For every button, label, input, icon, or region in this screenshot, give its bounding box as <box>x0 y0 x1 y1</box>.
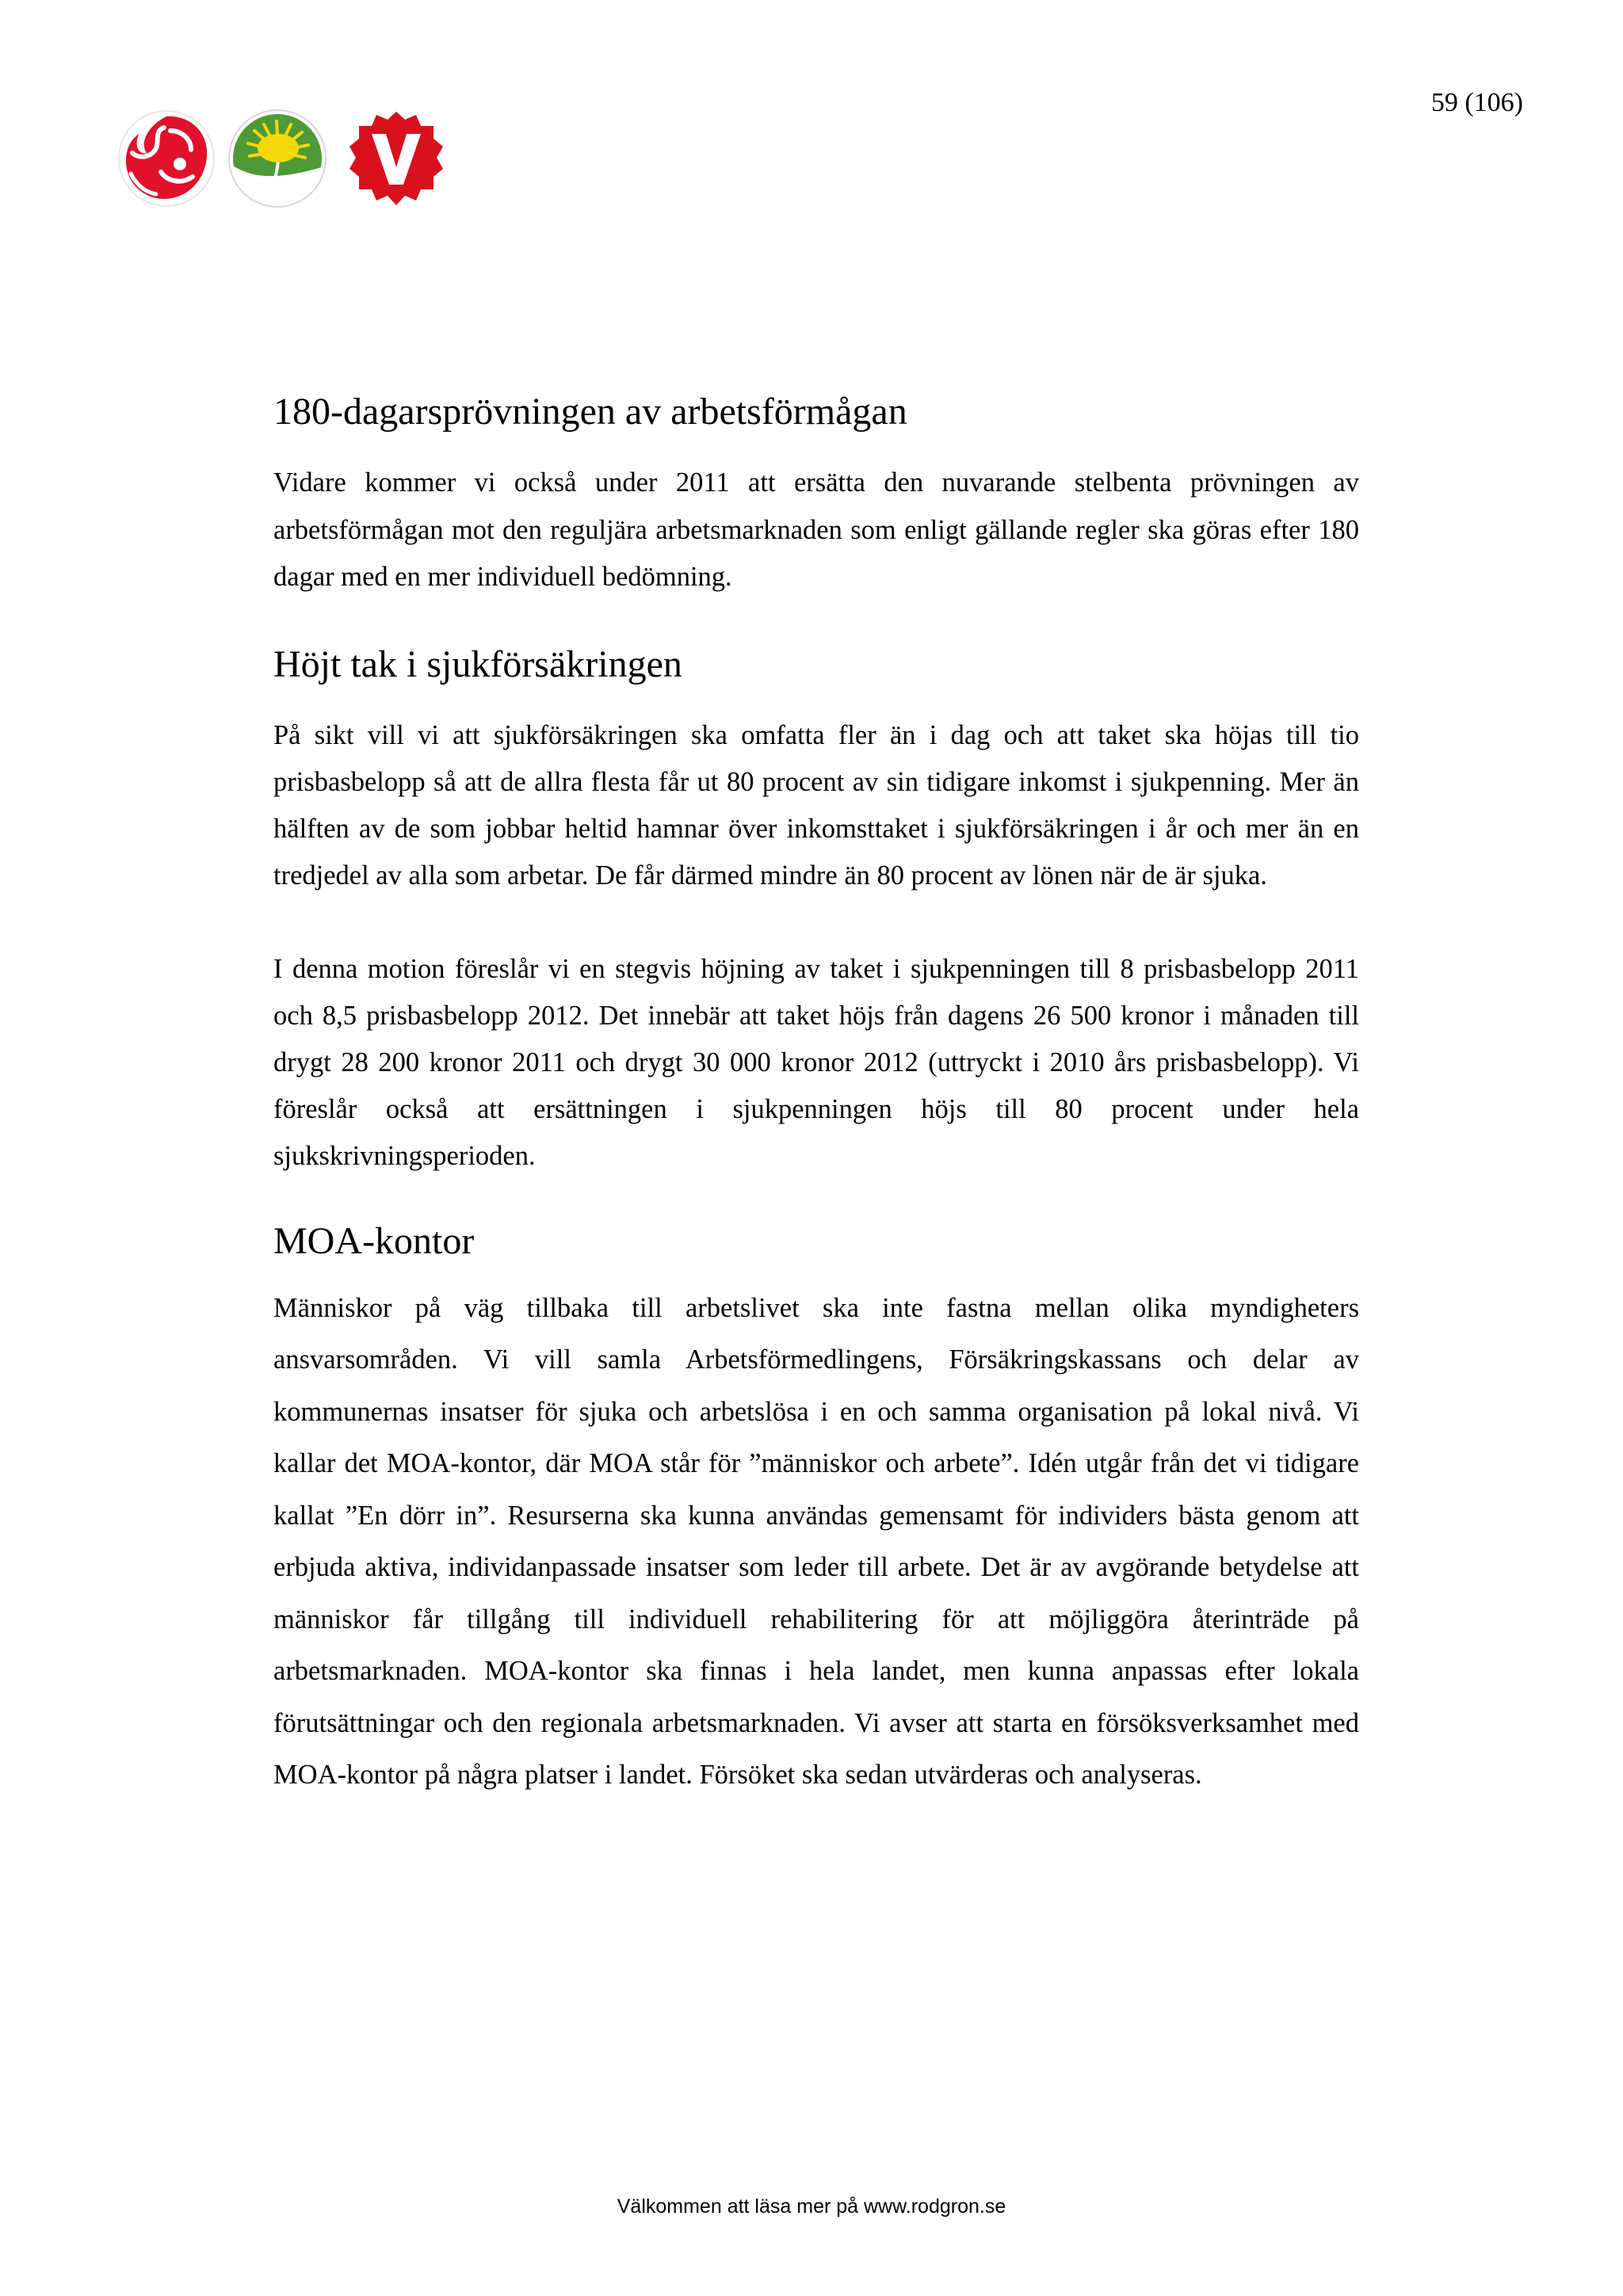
section-heading: Höjt tak i sjukförsäkringen <box>273 643 682 685</box>
carnation-logo-icon <box>345 107 448 210</box>
section-moa-kontor <box>273 1218 1359 1802</box>
paragraph: På sikt vill vi att sjukförsäkringen ska omfatta fler än i dag och att taket ska höjas till tio prisbasbelopp så att de allra flesta får ut 80 procent av sin tidigare inkomst i sjukpenning. Mer än hälften av de som jobbar heltid hamnar över inkomsttaket i sjukförsäkringen i år och mer än en tredjedel av alla som arbetar. De får därmed mindre än 80 procent av lönen när de är sjuka. <box>273 719 1359 891</box>
section-180-dagarsprovning <box>273 388 1359 601</box>
paragraph: I denna motion föreslår vi en stegvis höjning av taket i sjukpenningen till 8 prisbasbelopp 2011 och 8,5 prisbasbelopp 2012. Det innebär att taket höjs från dagens 26 500 kronor i månaden till drygt 28 200 kronor 2011 och drygt 30 000 kronor 2012 (uttryckt i 2010 års prisbasbelopp). Vi föreslår också att ersättningen i sjukpenningen höjs till 80 procent under hela sjukskrivningsperioden. <box>273 953 1359 1171</box>
paragraph: Människor på väg tillbaka till arbetslivet ska inte fastna mellan olika myndigheters ansvarsområden. Vi vill samla Arbetsförmedlingens, Försäkringskassans och delar av kommunernas insatser för sjuka och arbetslösa i en och samma organisation på lokal nivå. Vi kallar det MOA-kontor, där MOA står för ”människor och arbete”. Idén utgår från det vi tidigare kallat ”En dörr in”. Resurserna ska kunna användas gemensamt för individers bästa genom att erbjuda aktiva, individanpassade insatser som leder till arbete. Det är av avgörande betydelse att människor får tillgång till individuell rehabilitering för att möjliggöra återinträde på arbetsmarknaden. MOA-kontor ska finnas i hela landet, men kunna anpassas efter lokala förutsättningar och den regionala arbetsmarknaden. Vi avser att starta en försöksverksamhet med MOA-kontor på några platser i landet. Försöket ska sedan utvärderas och analyseras. <box>273 1292 1359 1790</box>
page-number: 59 (106) <box>1430 88 1523 117</box>
dandelion-logo-icon <box>226 107 329 210</box>
paragraph: Vidare kommer vi också under 2011 att ersätta den nuvarande stelbenta prövningen av arbetsförmågan mot den reguljära arbetsmarknaden som enligt gällande regler ska göras efter 180 dagar med en mer individuell bedömning. <box>273 467 1359 592</box>
footer-text: Välkommen att läsa mer på www.rodgron.se <box>617 2195 1006 2218</box>
section-hojt-tak <box>273 641 1359 1180</box>
party-logos <box>115 107 448 214</box>
section-heading: 180-dagarsprövningen av arbetsförmågan <box>273 391 907 433</box>
rose-logo-icon <box>115 107 218 210</box>
document-body <box>273 380 1359 1802</box>
section-heading: MOA-kontor <box>273 1219 475 1262</box>
